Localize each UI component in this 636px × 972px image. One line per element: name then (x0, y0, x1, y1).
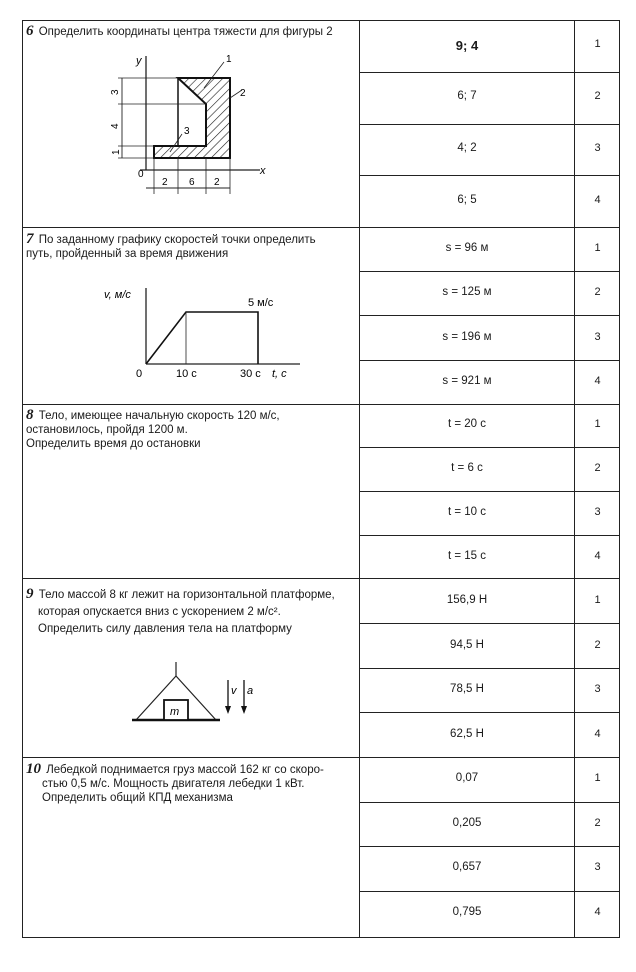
answer-cell[interactable]: 6; 7 (457, 90, 477, 102)
answer-row-divider (359, 623, 620, 624)
answer-row-divider (359, 72, 620, 73)
velocity-line (146, 312, 258, 364)
hatched-profile (154, 78, 230, 158)
answer-index: 1 (594, 38, 601, 50)
dim-label: 2 (214, 177, 220, 188)
question-line: Определить время до остановки (26, 438, 201, 450)
t1-label: 10 с (176, 368, 197, 380)
answer-index: 3 (594, 861, 601, 873)
axis-y-label: y (136, 55, 142, 67)
answer-cell[interactable]: 0,795 (452, 906, 482, 918)
question-number: 10 (26, 761, 41, 777)
axis-x-label: x (260, 165, 266, 177)
question-line: По заданному графику скоростей точки определить (38, 234, 316, 246)
answer-cell[interactable]: s = 196 м (442, 331, 492, 343)
answer-row-divider (359, 175, 620, 176)
question-line: Тело, имеющее начальную скорость 120 м/с, (38, 410, 280, 422)
answer-cell[interactable]: 0,205 (452, 817, 482, 829)
question-number: 7 (26, 231, 34, 247)
answer-cell[interactable]: s = 921 м (442, 375, 492, 387)
answer-cell[interactable]: 78,5 Н (450, 683, 484, 695)
origin-label: 0 (136, 368, 143, 380)
t2-label: 30 с (240, 368, 261, 380)
answer-index: 1 (594, 772, 601, 784)
question-line: Определить общий КПД механизма (42, 792, 233, 804)
answer-index: 2 (594, 817, 601, 829)
question-divider (22, 227, 620, 228)
part-label-2: 2 (240, 88, 246, 99)
acceleration-arrowhead (241, 706, 247, 714)
dim-label: 2 (162, 177, 168, 188)
mass-label: m (170, 706, 180, 718)
velocity-arrowhead (225, 706, 231, 714)
question-8-text (26, 408, 356, 451)
answer-row-divider (359, 846, 620, 847)
answer-row-divider (359, 891, 620, 892)
platform-figure (130, 660, 270, 730)
answer-row-divider (359, 124, 620, 125)
question-line: путь, пройденный за время движения (26, 248, 229, 260)
answer-row-divider (359, 315, 620, 316)
question-line: стью 0,5 м/с. Мощность двигателя лебедки 1 кВт. (42, 778, 305, 790)
answer-index: 3 (594, 506, 601, 518)
answer-cell[interactable]: s = 96 м (445, 242, 489, 254)
answer-index: 3 (594, 142, 601, 154)
answer-cell[interactable]: 4; 2 (457, 142, 477, 154)
origin-label: 0 (138, 169, 144, 180)
velocity-label: v (231, 685, 237, 697)
v-axis-label: v, м/с (104, 289, 131, 301)
answer-index: 1 (594, 594, 601, 606)
dim-label: 1 (111, 149, 122, 155)
question-6-text (26, 24, 356, 39)
answer-index: 3 (594, 683, 601, 695)
question-number: 6 (26, 23, 34, 39)
answer-index: 3 (594, 331, 601, 343)
answer-row-divider (359, 360, 620, 361)
answer-index: 4 (594, 728, 601, 740)
answer-cell[interactable]: 0,07 (455, 772, 479, 784)
answer-column-divider (359, 20, 360, 938)
question-10-text (26, 762, 356, 805)
answer-row-divider (359, 668, 620, 669)
dim-label: 3 (110, 89, 121, 95)
question-divider (22, 757, 620, 758)
velocity-graph (100, 280, 320, 390)
answer-cell[interactable]: 0,657 (452, 861, 482, 873)
answer-row-divider (359, 491, 620, 492)
answer-cell[interactable]: s = 125 м (442, 286, 492, 298)
answer-cell[interactable]: t = 20 с (447, 418, 487, 430)
answer-row-divider (359, 271, 620, 272)
question-line: Лебедкой поднимается груз массой 162 кг со скоро- (46, 764, 324, 776)
answer-index: 4 (594, 906, 601, 918)
dim-label: 6 (189, 177, 195, 188)
question-line: Определить координаты центра тяжести для фигуры 2 (38, 26, 333, 38)
answer-index: 4 (594, 375, 601, 387)
answer-index: 2 (594, 639, 601, 651)
answer-cell[interactable]: t = 10 с (447, 506, 487, 518)
index-column-divider (574, 20, 575, 938)
question-number: 8 (26, 407, 34, 423)
answer-index: 2 (594, 462, 601, 474)
question-7-text (26, 232, 356, 261)
answer-cell[interactable]: 62,5 Н (450, 728, 484, 740)
answer-index: 2 (594, 286, 601, 298)
dim-label: 4 (110, 123, 121, 129)
answer-index: 4 (594, 550, 601, 562)
answer-cell[interactable]: 94,5 Н (450, 639, 484, 651)
answer-index: 1 (594, 242, 601, 254)
part-label-1: 1 (226, 54, 232, 65)
centroid-figure (100, 48, 280, 198)
question-9-text (26, 586, 356, 638)
answer-index: 4 (594, 194, 601, 206)
answer-index: 1 (594, 418, 601, 430)
answer-cell[interactable]: t = 6 с (451, 462, 483, 474)
t-axis-label: t, с (272, 368, 287, 380)
question-divider (22, 578, 620, 579)
question-line: Тело массой 8 кг лежит на горизонтальной платформе, (38, 589, 335, 601)
question-line: остановилось, пройдя 1200 м. (26, 424, 188, 436)
answer-row-divider (359, 802, 620, 803)
question-number: 9 (26, 586, 34, 602)
question-line: Определить силу давления тела на платформу (38, 623, 292, 635)
answer-row-divider (359, 712, 620, 713)
answer-row-divider (359, 535, 620, 536)
acceleration-label: a (247, 685, 254, 697)
answer-cell[interactable]: 9; 4 (455, 38, 479, 53)
question-divider (22, 404, 620, 405)
answer-index: 2 (594, 90, 601, 102)
answer-cell[interactable]: 6; 5 (457, 194, 477, 206)
part-label-3: 3 (184, 126, 190, 137)
answer-cell[interactable]: t = 15 с (447, 550, 487, 562)
answer-row-divider (359, 447, 620, 448)
question-line: которая опускается вниз с ускорением 2 м/с². (38, 606, 281, 618)
speed-label: 5 м/с (248, 297, 274, 309)
answer-cell[interactable]: 156,9 Н (446, 594, 488, 606)
